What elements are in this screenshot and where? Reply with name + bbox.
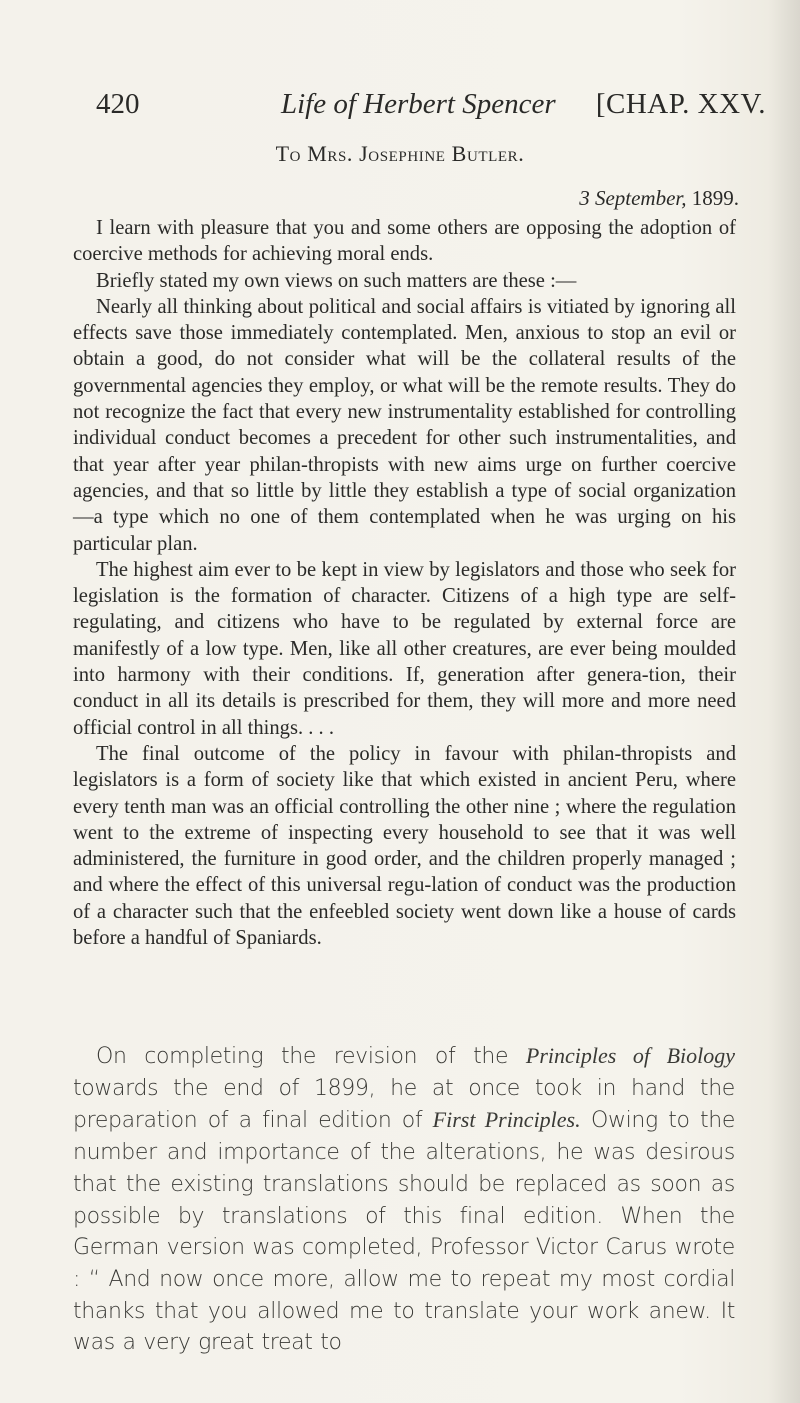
- letter-date-day: 3 September,: [579, 186, 687, 210]
- page-number: 420: [96, 88, 140, 120]
- running-header: [96, 84, 766, 124]
- letter-paragraph: Briefly stated my own views on such matters are these :—: [96, 269, 577, 292]
- letter-paragraph: Nearly all thinking about political and social affairs is vitiated by ignoring all effects save those immediately contemplated. Men, anxious to stop an evil or obtain a good, do not consider what will be the collateral results of the governmental agencies they employ, or what will be the remote results. They do not recognize the fact that every new instrumentality established for controlling individual conduct becomes a precedent for other such instrumentalities, and that year after year philan-thropists with new aims urge on further coercive agencies, and that so little by little they establish a type of social organization —a type which no one of them contemplated when he was urging on his particular plan.: [73, 295, 736, 555]
- letter-body: [73, 215, 736, 951]
- letter-paragraph: The final outcome of the policy in favour with philan-thropists and legislators is a form of society like that which existed in ancient Peru, where every tenth man was an official controlling the other nine ; where the regulation went to the extreme of inspecting every household to see that it was well administered, the furniture in good order, and the children properly managed ; and where the effect of this universal regu-lation of conduct was the production of a character such that the enfeebled society went down like a house of cards before a handful of Spaniards.: [73, 742, 736, 950]
- narrative-text-run: towards the end of 1899, he at once took in hand the preparation of a final edition of: [73, 1075, 735, 1134]
- letter-date: [579, 186, 739, 211]
- narrative-text: [73, 1040, 735, 1359]
- narrative-text-run: On completing the revision of the: [96, 1044, 526, 1069]
- book-title-principles-of-biology: Principles of Biology: [525, 1043, 736, 1068]
- book-title-first-principles: First Principles.: [432, 1107, 581, 1133]
- letter-date-year: 1899.: [691, 186, 739, 210]
- chapter-label: [CHAP. XXV.: [595, 88, 766, 120]
- letter-paragraph: The highest aim ever to be kept in view by legislators and those who seek for legislation is the formation of character. Citizens of a high type are self-regulating, and citizens who have to be regulated by external force are manifestly of a low type. Men, like all other creatures, are ever being moulded into harmony with their conditions. If, generation after genera-tion, their conduct in all its details is prescribed for them, they will more and more need official control in all things. . . .: [73, 558, 736, 739]
- narrative-text-run: Owing to the number and importance of the alterations, he was desirous that the existing translations should be replaced as soon as possible by translations of this final edition. When the German version was completed, Professor Victor Carus wrote : “ And now once more, allow me to repeat my most cordial thanks that you allowed me to translate your work anew. It was a very great treat to: [73, 1108, 736, 1356]
- running-title: Life of Herbert Spencer: [281, 88, 556, 120]
- letter-addressee: To Mrs. Josephine Butler.: [275, 141, 525, 166]
- letter-paragraph: I learn with pleasure that you and some others are opposing the adoption of coercive methods for achieving moral ends.: [73, 217, 736, 266]
- narrative-paragraph: [73, 1040, 735, 1359]
